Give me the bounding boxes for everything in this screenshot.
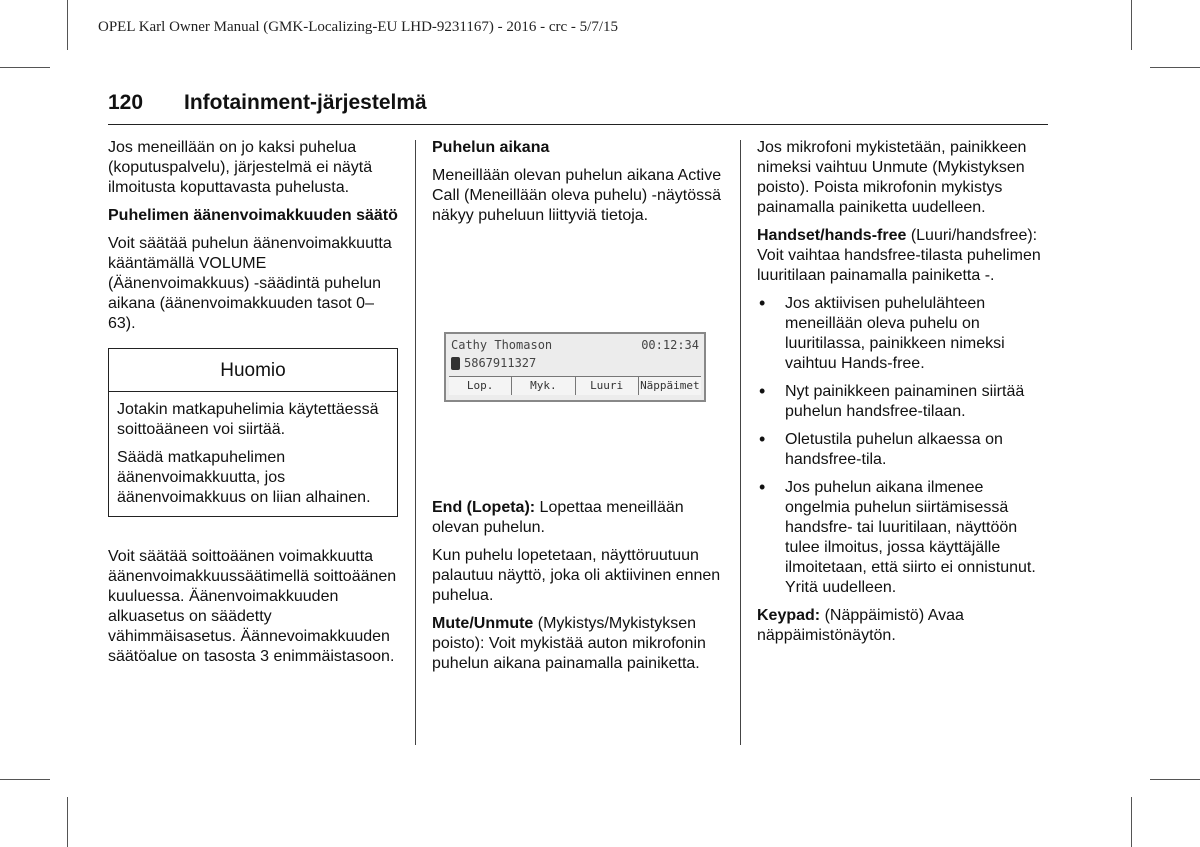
paragraph-keypad [757,606,1049,646]
active-call-screen [444,332,706,402]
note-paragraph: Säädä matkapuhelimen äänenvoimakkuutta, jos äänenvoimakkuus on liian alhainen. [117,449,371,506]
term-mute: Mute/Unmute [432,615,534,632]
crop-mark [0,67,50,68]
phone-icon [451,357,460,370]
paragraph-end [432,498,722,538]
end-call-button[interactable]: Lop. [449,377,512,395]
column-3 [757,138,1049,654]
header-rule [108,124,1048,125]
list-item: • Jos puhelun aikana ilmenee ongelmia puhelun siirtämisessä handsfre- tai luuritilaan, näyttöön tulee ilmoitus, jossa käyttäjälle ilmoitetaan, että siirto ei onnistunut. Yritä uudelleen. [757,478,1049,598]
column-divider [415,140,416,745]
caller-name: Cathy Thomason [451,338,553,352]
column-2 [432,138,722,682]
crop-mark [1150,67,1200,68]
paragraph: Meneillään olevan puhelun aikana Active Call (Meneillään oleva puhelu) -näytössä näkyy puheluun liittyviä tietoja. [432,167,722,224]
paragraph: Kun puhelu lopetetaan, näyttöruutuun palautuu näyttö, joka oli aktiivinen ennen puhelua. [432,547,721,604]
term-keypad: Keypad: [757,607,821,624]
list-item: • Nyt painikkeen painaminen siirtää puhelun handsfree-tilaan. [757,382,1049,422]
term-handset: Handset/hands-free [757,227,907,244]
column-1 [108,138,398,675]
term-mute-text: (Mykistys/Mykistyksen poisto): Voit mykistää auton mikrofonin puhelun aikana painamalla painiketta. [432,615,706,672]
crop-mark [67,0,68,50]
caller-number: 5867911327 [464,356,537,370]
term-keypad-text: (Näppäimistö) Avaa näppäimistönäytön. [757,607,964,644]
term-end: End (Lopeta): [432,499,536,516]
crop-mark [1131,797,1132,847]
paragraph: Voit säätää puhelun äänenvoimakkuutta kääntämällä VOLUME (Äänenvoimakkuus) -säädintä puhelun aikana (äänenvoimakkuuden tasot 0–63). [108,235,392,332]
paragraph: Jos mikrofoni mykistetään, painikkeen nimeksi vaihtuu Unmute (Mykistyksen poisto). Poista mikrofonin mykistys painamalla painiketta uudelleen. [757,139,1027,216]
section-title: Infotainment-järjestelmä [184,91,427,114]
crop-mark [0,779,50,780]
term-handset-text: (Luuri/handsfree): Voit vaihtaa handsfree-tilasta puhelimen luuritilaan painamalla painiketta -. [757,227,1041,284]
document-meta: OPEL Karl Owner Manual (GMK-Localizing-EU LHD-9231167) - 2016 - crc - 5/7/15 [98,19,618,35]
paragraph: Jos meneillään on jo kaksi puhelua (koputuspalvelu), järjestelmä ei näytä ilmoitusta koputtavasta puhelusta. [108,139,373,196]
list-item: • Jos aktiivisen puhelulähteen meneillään oleva puhelu on luuritilassa, painikkeen nimeksi vaihtuu Hands-free. [757,294,1049,374]
page-number: 120 [108,91,144,114]
note-box [108,348,398,517]
note-body [109,392,397,508]
call-timer: 00:12:34 [641,338,699,352]
note-title: Huomio [109,349,397,392]
paragraph-mute [432,614,722,674]
paragraph: Voit säätää soittoäänen voimakkuutta äänenvoimakkuussäätimellä soittoäänen kuuluessa. Äänenvoimakkuuden alkuasetus on säädetty vähimmäisasetus. Äännevoimakkuuden säätöalue on tasosta 3 enimmäistasoon. [108,548,397,665]
note-paragraph: Jotakin matkapuhelimia käytettäessä soittoääneen voi siirtää. [117,401,379,438]
crop-mark [1150,779,1200,780]
subheading: Puhelun aikana [432,139,550,156]
column-divider [740,140,741,745]
bullet-list [757,294,1049,598]
handset-button[interactable]: Luuri [576,377,639,395]
term-end-text: Lopettaa meneillään olevan puhelun. [432,499,684,536]
crop-mark [1131,0,1132,50]
list-item: • Oletustila puhelun alkaessa on handsfree-tila. [757,430,1049,470]
mute-button[interactable]: Myk. [512,377,575,395]
paragraph-handset [757,226,1049,286]
keypad-button[interactable]: Näppäimet [639,377,701,395]
crop-mark [67,797,68,847]
subheading: Puhelimen äänenvoimakkuuden säätö [108,207,398,224]
